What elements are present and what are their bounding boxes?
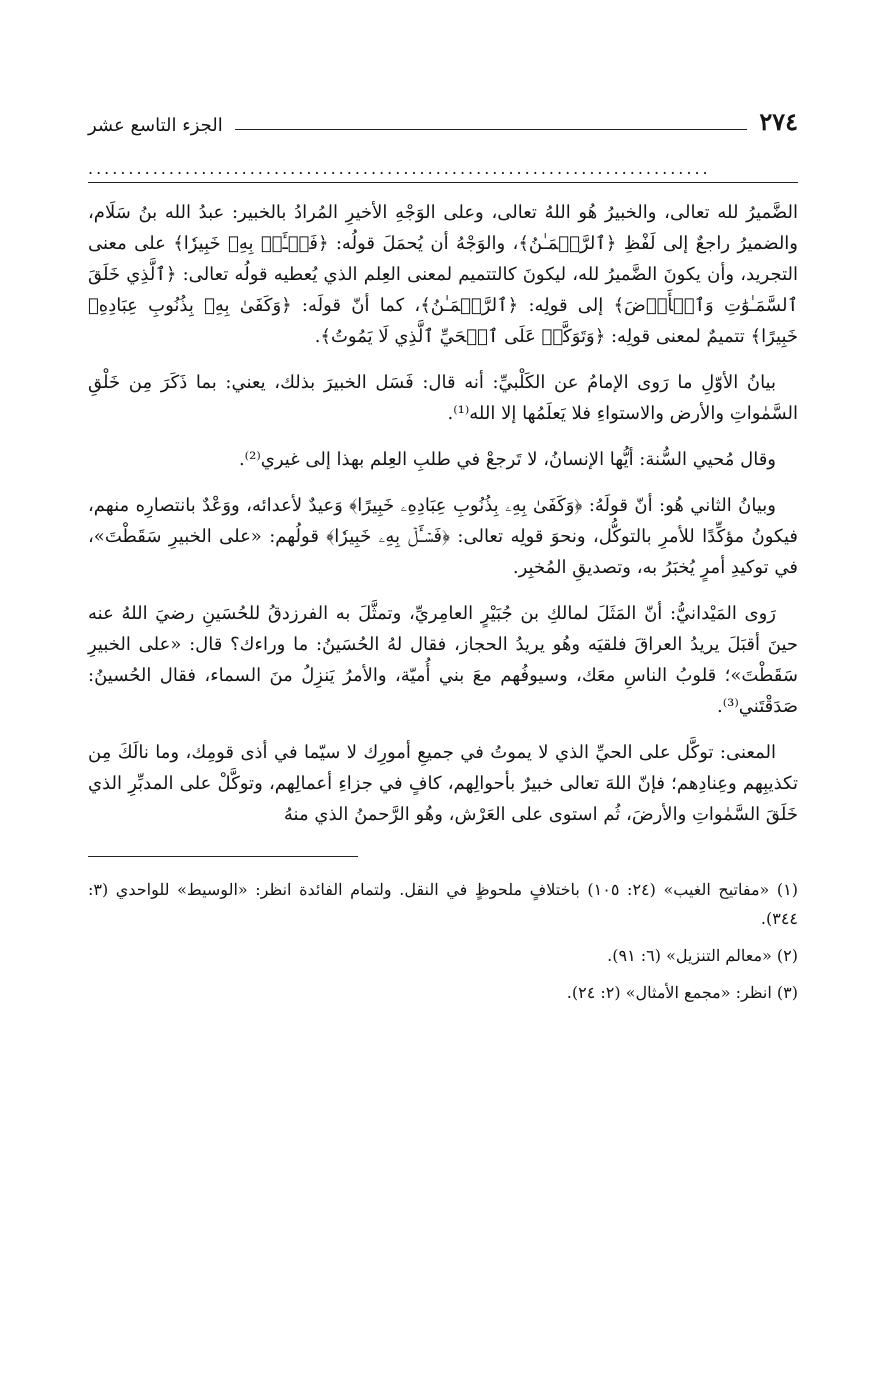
footnote: (٣) انظر: «مجمع الأمثال» (٢: ٢٤). [566, 983, 798, 1002]
footnote: (٢) «معالم التنزيل» (٦: ٩١). [607, 946, 798, 965]
footnotes [88, 875, 798, 1007]
top-rule [88, 182, 798, 183]
main-text [88, 197, 798, 830]
paragraph: المعنى: توكَّل على الحيِّ الذي لا يموتُ في جميعِ أمورِك لا سيّما في أذى قومِك، وما نالَكَ مِن تكذيبِهم وعِنادِهم؛ فإنّ اللهَ تعالى خبيرٌ بأحوالِهم، كافٍ في جزاءِ أعمالِهم، وتوكَّلْ على المدبِّرِ الذي خَلَقَ السَّمٰواتِ والأرضَ، ثُم استوى على العَرْش، وهُو الرَّحمنُ الذي منهُ [88, 742, 798, 825]
page-number: ٢٧٤ [759, 107, 798, 136]
paragraph: وبيانُ الثاني هُو: أنّ قولَهُ: ﴿وَكَفَىٰ بِهِۦ بِذُنُوبِ عِبَادِهِۦ خَبِيرًا﴾ وَعيدٌ لأعدائه، ووَعْدٌ بانتصارِه منهم، فيكونُ مؤكِّدًا للأمرِ بالتوكُّل، ونحوَ قولِه تعالى: ﴿فَسۡـَٔلۡ بِهِۦ خَبِيرٗا﴾ قولُهم: «على الخبيرِ سَقَطْتَ»، في توكيدِ أمرٍ يُخبَرُ به، وتصديقِ المُخبِر. [88, 495, 798, 578]
footnote-rule [88, 856, 358, 857]
book-page [88, 96, 798, 1015]
chapter-title: الجزء التاسع عشر [88, 115, 223, 136]
footnote: (١) «مفاتيح الغيب» (٢٤: ١٠٥) باختلافٍ ملحوظٍ في النقل. ولتمام الفائدة انظر: «الوسيط» للواحدي (٣: ٣٤٤). [88, 880, 799, 928]
paragraph: رَوى المَيْدانيُّ: أنّ المَثَلَ لمالكِ بن جُبَيْرٍ العامِريِّ، وتمثَّلَ به الفرزدقُ للحُسَينِ رضيَ اللهُ عنه حينَ أقبَلَ يريدُ العراقَ فلقيَه وهُو يريدُ الحجاز، فقال لهُ الحُسَينُ: ما وراءك؟ قال: «على الخبيرِ سَقَطْتَ»؛ قلوبُ الناسِ معَك، وسيوفُهم معَ بني أُميّة، والأمرُ يَنزِلُ منَ السماء، فقال الحُسينُ: صَدَقْتَني⁽³⁾. [88, 603, 798, 717]
paragraph: بيانُ الأوّلِ ما رَوى الإمامُ عن الكَلْبيِّ: أنه قال: فَسَل الخبيرَ بذلك، يعني: بما ذَكَرَ مِن خَلْقِ السَّمٰواتِ والأرض والاستواءِ فلا يَعلَمُها إلا الله⁽¹⁾. [88, 372, 798, 424]
page-header [88, 96, 798, 136]
paragraph: وقال مُحيي السُّنة: أيُّها الإنسانُ، لا تَرجعْ في طلبِ العِلم بهذا إلى غيري⁽²⁾. [238, 449, 776, 470]
header-rule [235, 129, 748, 130]
paragraph: الضَّميرُ لله تعالى، والخبيرُ هُو اللهُ تعالى، وعلى الوَجْهِ الأخيرِ المُرادُ بالخبير: عبدُ الله بنُ سَلَام، والضميرُ راجعٌ إلى لَفْظِ ﴿ٱلرَّحۡمَـٰنُ﴾، والوَجْهُ أن يُحمَلَ قولُه: ﴿فَسۡـَٔلۡ بِهِۦ خَبِيرٗا﴾ على معنى التجريد، وأن يكونَ الضَّميرُ لله، ليكونَ كالتتميم لمعنى العِلم الذي يُعطيه قولُه تعالى: ﴿ٱلَّذِي خَلَقَ ٱلسَّمَـٰوَٰتِ وَٱلۡأَرۡضَ﴾ إلى قولِه: ﴿ٱلرَّحۡمَـٰنُ﴾، كما أنّ قولَه: ﴿وَكَفَىٰ بِهِۦ بِذُنُوبِ عِبَادِهِۦ خَبِيرًا﴾ تتميمٌ لمعنى قولِه: ﴿وَتَوَكَّلۡ عَلَى ٱلۡحَيِّ ٱلَّذِي لَا يَمُوتُ﴾. [88, 202, 798, 347]
dotted-separator: ............................................................................. [88, 162, 711, 176]
